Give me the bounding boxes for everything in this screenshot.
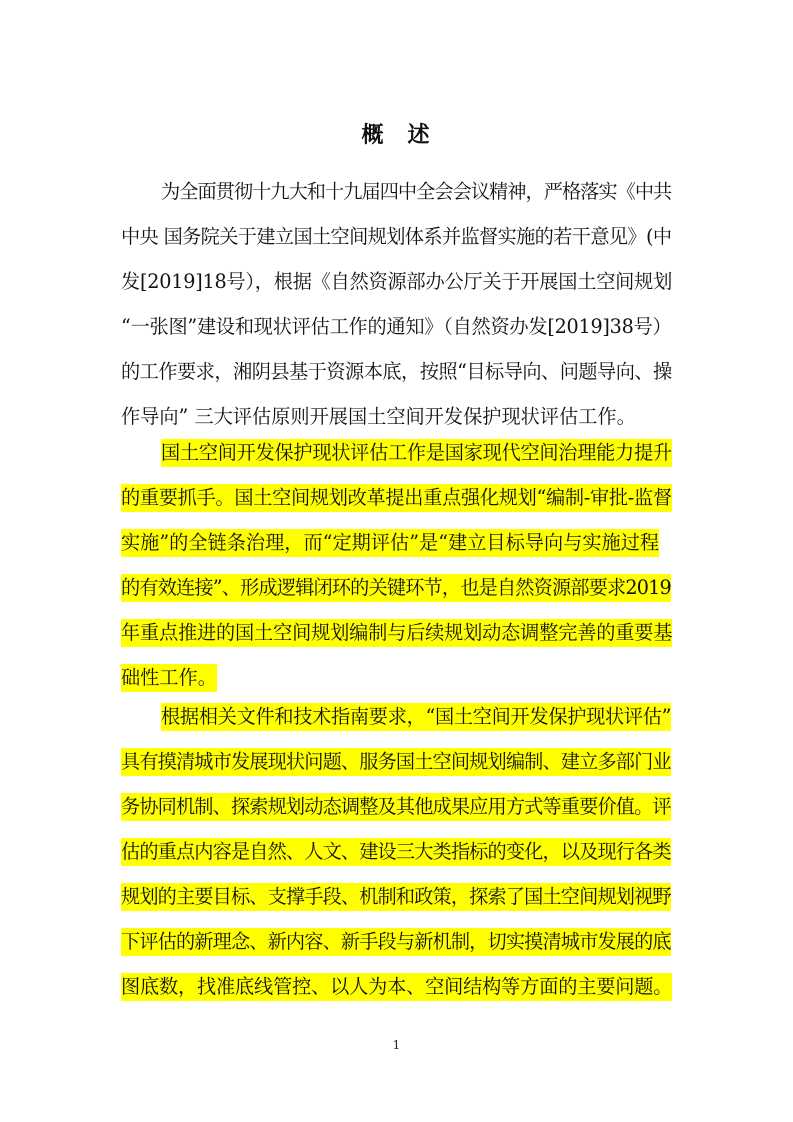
highlighted-text: 国土空间开发保护现状评估工作是国家现代空间治理能力提升 bbox=[161, 439, 672, 467]
highlighted-text: 估的重点内容是自然、人文、建设三大类指标的变化，以及现行各类 bbox=[121, 838, 671, 866]
para2-line-4 bbox=[121, 574, 671, 602]
highlighted-text: 实施”的全链条治理，而“定期评估”是“建立目标导向与实施过程 bbox=[121, 529, 659, 557]
para1-line-3: 发[2019]18号），根据《自然资源部办公厅关于开展国土空间规划 bbox=[121, 270, 673, 293]
highlighted-text: 年重点推进的国土空间规划编制与后续规划动态调整完善的重要基 bbox=[121, 619, 672, 647]
highlighted-text: 下评估的新理念、新内容、新手段与新机制，切实摸清城市发展的底 bbox=[121, 928, 671, 956]
para2-line-1 bbox=[161, 439, 672, 467]
para1-line-5: 的工作要求，湘阴县基于资源本底，按照“目标导向、问题导向、操 bbox=[121, 360, 672, 383]
page-title bbox=[0, 118, 793, 149]
page-number: 1 bbox=[392, 1038, 401, 1052]
para2-line-2 bbox=[121, 484, 672, 512]
highlighted-text: 础性工作。 bbox=[121, 664, 217, 692]
highlighted-text: 根据相关文件和技术指南要求，“国土空间开发保护现状评估” bbox=[161, 703, 671, 731]
para1-line-4: “一张图”建设和现状评估工作的通知》（自然资办发[2019]38号） bbox=[121, 315, 672, 338]
highlighted-text: 的重要抓手。国土空间规划改革提出重点强化规划“编制-审批-监督 bbox=[121, 484, 672, 512]
highlighted-text: 图底数，找准底线管控、以人为本、空间结构等方面的主要问题。 bbox=[121, 973, 672, 1001]
para3-line-2 bbox=[121, 748, 671, 776]
para3-line-5 bbox=[121, 883, 671, 911]
para3-line-4 bbox=[121, 838, 671, 866]
title-char-1: 概 bbox=[361, 123, 386, 148]
highlighted-text: 的有效连接”、形成逻辑闭环的关键环节，也是自然资源部要求2019 bbox=[121, 574, 671, 602]
para2-line-6 bbox=[121, 664, 217, 692]
para1-line-6: 作导向” 三大评估原则开展国土空间开发保护现状评估工作。 bbox=[121, 405, 636, 428]
para3-line-3 bbox=[121, 793, 671, 821]
highlighted-text: 规划的主要目标、支撑手段、机制和政策，探索了国土空间规划视野 bbox=[121, 883, 671, 911]
highlighted-text: 务协同机制、探索规划动态调整及其他成果应用方式等重要价值。评 bbox=[121, 793, 671, 821]
para2-line-5 bbox=[121, 619, 672, 647]
para3-line-6 bbox=[121, 928, 671, 956]
para1-line-2: 中央 国务院关于建立国土空间规划体系并监督实施的若干意见》(中 bbox=[121, 225, 672, 248]
para3-line-7 bbox=[121, 973, 672, 1001]
para3-line-1 bbox=[161, 703, 671, 731]
highlighted-text: 具有摸清城市发展现状问题、服务国土空间规划编制、建立多部门业 bbox=[121, 748, 671, 776]
para1-line-1: 为全面贯彻十九大和十九届四中全会会议精神，严格落实《中共 bbox=[161, 180, 672, 203]
title-char-2: 述 bbox=[407, 123, 432, 148]
para2-line-3 bbox=[121, 529, 659, 557]
